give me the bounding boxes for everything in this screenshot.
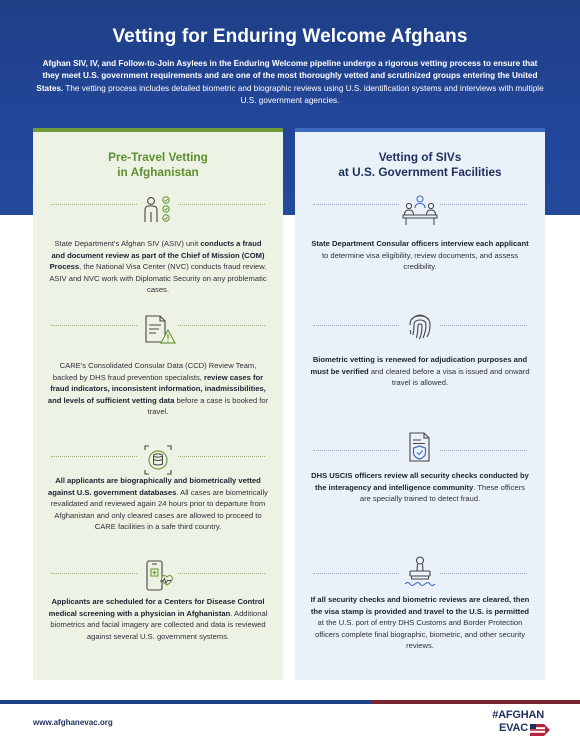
fingerprint-icon (400, 310, 440, 342)
right-block-1: State Department Consular officers interview each applicant to determine visa eligibility, review documents, and assess credibility. (311, 239, 529, 272)
logo-text-line2: EVAC (499, 722, 528, 734)
left-heading-line1: Pre-Travel Vetting (108, 150, 208, 164)
right-block-3: DHS USCIS officers review all security checks conducted by the interagency and intelligence community. These officers are specially trained to detect fraud. (311, 471, 529, 504)
person-checklist-icon (138, 194, 178, 226)
afghanevac-logo (462, 709, 552, 743)
left-block-4: Applicants are scheduled for a Centers for Disease Control medical screening with a physician in Afghanistan. Additional biometrics and facial imagery are collected and data is reviewed against several U.S. government systems. (48, 597, 268, 641)
left-block-3: All applicants are biographically and biometrically vetted against U.S. government databases. All cases are biometrically revalidated and reviewed again 24 hours prior to departure from Afghanistan and only cleared cases are allowed to proceed to CARE facilities in a safe third country. (48, 476, 268, 532)
right-column-heading (295, 150, 545, 180)
interview-table-icon (400, 194, 440, 226)
right-heading-line1: Vetting of SIVs (378, 150, 462, 164)
right-block-4: If all security checks and biometric reviews are cleared, then the visa stamp is provided and travel to the U.S. is permitted at the U.S. port of entry DHS Customs and Border Protection officers complete final biographic, biometric, and other security reviews. (310, 595, 530, 651)
database-scan-icon (138, 444, 178, 476)
pre-travel-vetting-column (33, 128, 283, 680)
left-heading-line2: in Afghanistan (117, 165, 199, 179)
intro-paragraph (36, 58, 544, 108)
website-link[interactable]: www.afghanevac.org (33, 718, 113, 727)
document-shield-icon (400, 432, 440, 464)
stamp-icon (400, 556, 440, 588)
flag-arrow-icon (530, 724, 550, 736)
logo-text-line1: #AFGHAN (492, 709, 544, 721)
page-title: Vetting for Enduring Welcome Afghans (112, 26, 468, 47)
siv-vetting-column (295, 128, 545, 680)
intro-regular-text: The vetting process includes detailed biometric and biographic reviews using U.S. identification systems and interviews with multiple U.S. government agencies. (63, 83, 544, 106)
right-block-2: Biometric vetting is renewed for adjudication purposes and must be verified and cleared before a visa is issued and onward travel is allowed. (310, 355, 530, 388)
phone-health-icon (138, 560, 178, 592)
left-block-1: State Department's Afghan SIV (ASIV) unit conducts a fraud and document review as part of the Chief of Mission (COM) Process, the National Visa Center (NVC) conducts fraud review. ASIV and NVC work with Diplomatic Security on any problematic cases. (49, 239, 267, 295)
left-block-2: CARE's Consolidated Consular Data (CCD) Review Team, backed by DHS fraud prevention specialists, review cases for fraud indicators, inconsistent information, inadmissibilities, and levels of sufficient vetting data before a case is booked for travel. (47, 361, 269, 417)
intro-bold-text: Afghan SIV, IV, and Follow-to-Join Asylees in the Enduring Welcome pipeline undergo a rigorous vetting process to ensure that they meet U.S. government requirements and are one of the most thoroughly vetted and scrutinized groups entering the United States. (36, 59, 538, 93)
footer-divider (0, 700, 580, 704)
document-warning-icon (138, 314, 178, 346)
right-heading-line2: at U.S. Government Facilities (338, 165, 502, 179)
left-column-heading (33, 150, 283, 180)
